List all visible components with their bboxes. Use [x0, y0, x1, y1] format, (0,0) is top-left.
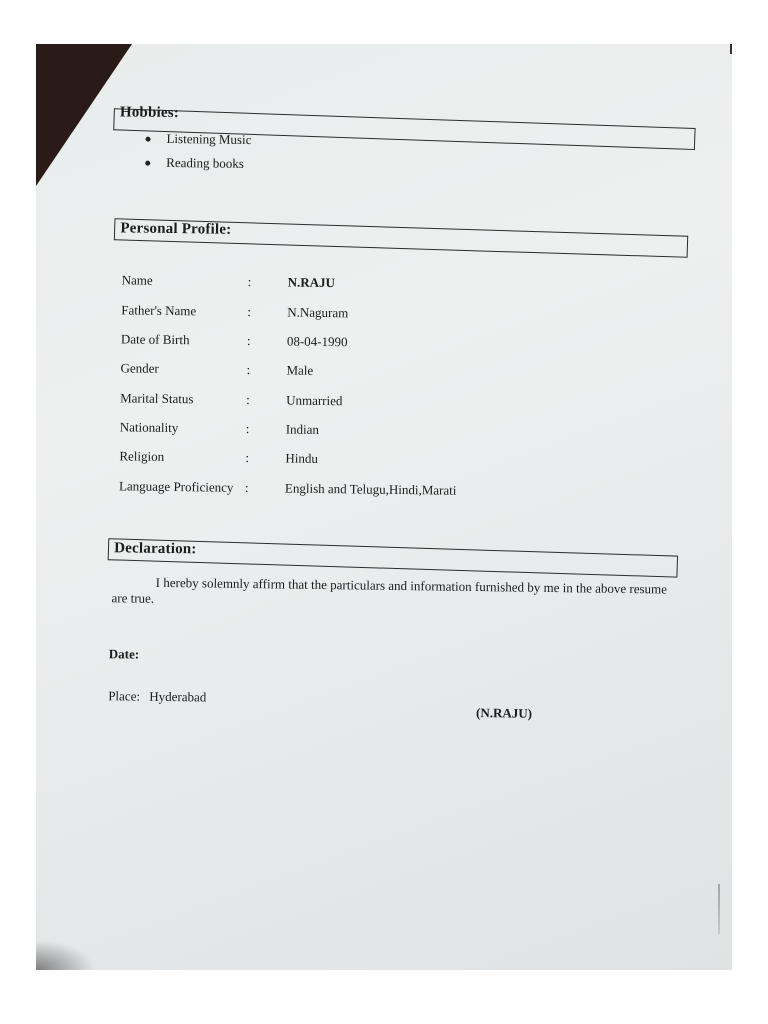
profile-row-dob [121, 329, 641, 356]
profile-row-name [122, 270, 642, 297]
bullet-icon [145, 160, 150, 165]
row-value: English and Telugu,Hindi,Marati [284, 480, 457, 498]
row-value: Male [286, 362, 314, 378]
row-colon: : [246, 332, 251, 349]
row-colon: : [246, 361, 251, 378]
profile-row-marital [120, 388, 640, 415]
profile-row-nationality [120, 417, 640, 444]
place-label: Place: [108, 688, 141, 704]
row-label: Father's Name [121, 302, 197, 319]
profile-row-father [121, 300, 641, 327]
list-item [145, 127, 251, 152]
profile-row-language [119, 476, 639, 503]
signature-name: (N.RAJU) [475, 705, 533, 721]
row-value: 08-04-1990 [286, 333, 348, 350]
resume-page [36, 44, 732, 970]
bullet-icon [146, 136, 151, 141]
row-value: N.Naguram [287, 304, 349, 321]
declaration-title: Declaration: [114, 540, 197, 558]
hobbies-list [145, 127, 251, 176]
document-photo [36, 44, 732, 970]
profile-row-gender [120, 358, 640, 385]
row-colon: : [246, 391, 250, 408]
row-colon: : [245, 420, 250, 437]
row-label: Date of Birth [120, 331, 190, 348]
row-value: N.RAJU [287, 274, 336, 291]
row-colon: : [245, 449, 250, 466]
date-label: Date: [108, 646, 140, 662]
profile-row-religion [119, 446, 639, 473]
row-label: Language Proficiency [118, 478, 234, 495]
hobby-text: Reading books [166, 154, 244, 171]
profile-title: Personal Profile: [120, 220, 232, 238]
list-item [145, 151, 251, 176]
place-line [108, 688, 206, 705]
row-value: Indian [285, 421, 320, 437]
row-colon: : [247, 303, 252, 320]
row-label: Gender [120, 360, 159, 376]
place-value: Hyderabad [149, 688, 207, 705]
hobby-text: Listening Music [166, 130, 252, 148]
row-value: Unmarried [286, 392, 343, 409]
row-colon: : [244, 479, 249, 496]
row-value: Hindu [285, 450, 318, 466]
declaration-text: I hereby solemnly affirm that the particulars and information furnished by me in the above resume are true. [111, 574, 668, 606]
row-colon: : [247, 274, 252, 290]
row-label: Marital Status [120, 390, 194, 407]
hobbies-title: Hobbies: [119, 104, 180, 122]
row-label: Nationality [119, 419, 179, 436]
row-label: Name [121, 272, 153, 288]
row-label: Religion [119, 448, 165, 464]
